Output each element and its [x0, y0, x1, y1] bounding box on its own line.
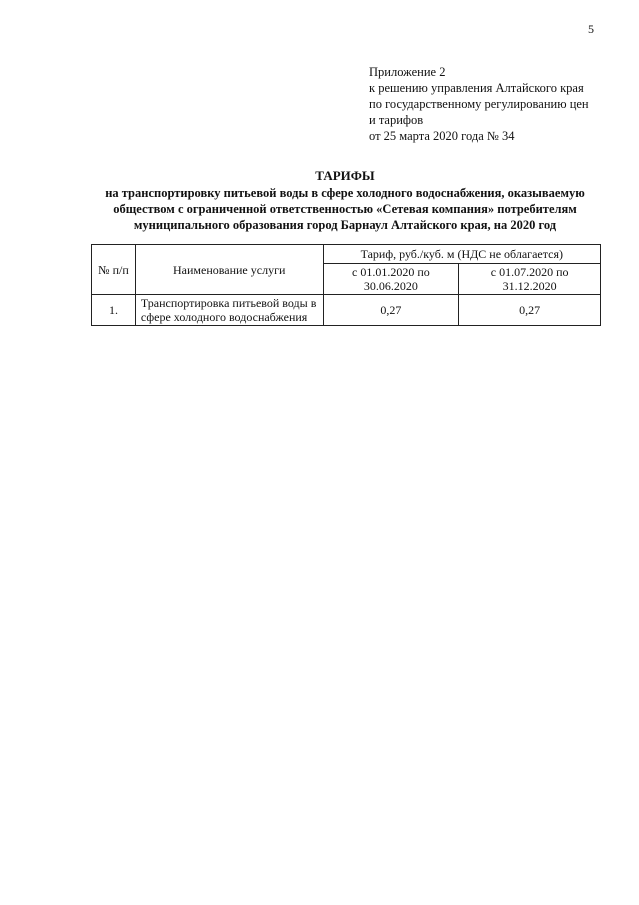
- appendix-line: и тарифов: [369, 113, 424, 127]
- appendix-line: от 25 марта 2020 года № 34: [369, 129, 515, 143]
- tariff-table: [91, 244, 601, 326]
- title-line: на транспортировку питьевой воды в сфере холодного водоснабжения, оказываемую: [105, 186, 585, 200]
- header-period-1: [323, 264, 459, 295]
- header-period-2-line: с 01.07.2020 по: [490, 265, 569, 279]
- cell-tariff-period-2: 0,27: [459, 295, 601, 326]
- header-period-1-line: 30.06.2020: [363, 279, 418, 293]
- cell-service-line: сфере холодного водоснабжения: [140, 310, 308, 324]
- cell-service-line: Транспортировка питьевой воды в: [140, 296, 317, 310]
- cell-number: 1.: [92, 295, 136, 326]
- header-service: Наименование услуги: [135, 245, 323, 295]
- title-line: муниципального образования город Барнаул Алтайского края, на 2020 год: [133, 218, 557, 232]
- header-tariff: Тариф, руб./куб. м (НДС не облагается): [323, 245, 600, 264]
- title-main: ТАРИФЫ: [315, 168, 375, 183]
- cell-tariff-period-1: 0,27: [323, 295, 459, 326]
- header-period-2-line: 31.12.2020: [502, 279, 557, 293]
- header-period-1-line: с 01.01.2020 по: [352, 265, 430, 279]
- title-line: обществом с ограниченной ответственностью «Сетевая компания» потребителям: [113, 202, 577, 216]
- cell-service: [135, 295, 323, 326]
- header-period-2: [459, 264, 601, 295]
- appendix-line: к решению управления Алтайского края: [369, 81, 584, 95]
- appendix-line: по государственному регулированию цен: [369, 97, 589, 111]
- document-title: [80, 168, 610, 233]
- appendix-line: Приложение 2: [369, 65, 446, 79]
- appendix-header: [369, 64, 624, 144]
- table-header-row: [92, 245, 601, 264]
- header-number: № п/п: [92, 245, 136, 295]
- table-row: [92, 295, 601, 326]
- page-number: 5: [588, 22, 594, 36]
